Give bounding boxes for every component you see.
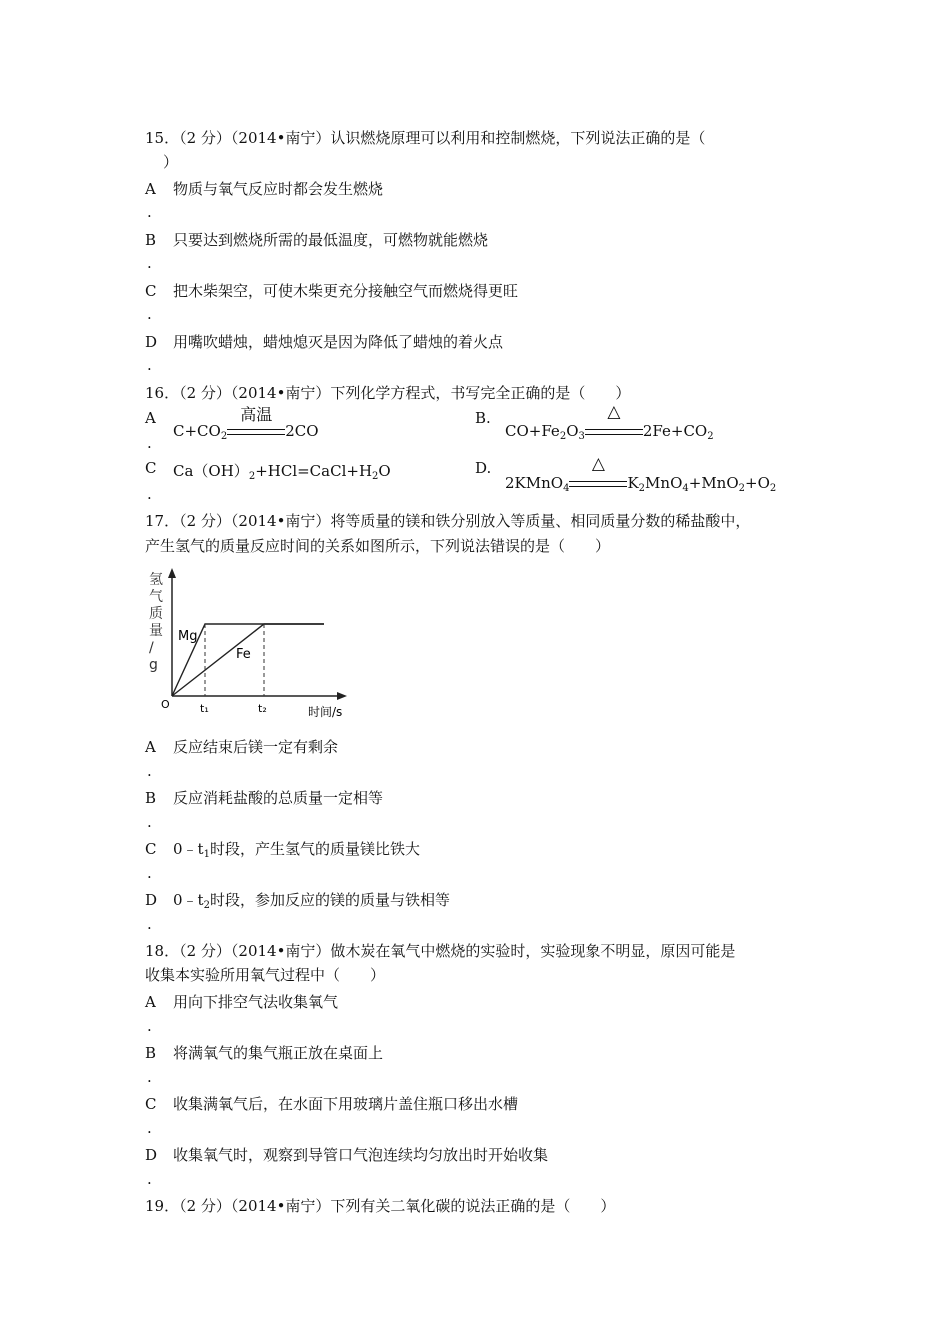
ylabel-char: 质 — [149, 606, 163, 622]
q19-stem: 19．（2 分）（2014•南宁）下列有关二氧化碳的说法正确的是（ ） — [145, 1197, 616, 1215]
option-letter: C — [145, 282, 157, 300]
q15-stem-line1: 15．（2 分）（2014•南宁）认识燃烧原理可以利用和控制燃烧，下列说法正确的是（ — [145, 129, 706, 147]
equation-products: +O — [745, 474, 770, 492]
option-letter: B — [145, 1044, 157, 1062]
equation-products: +HCl=CaCl+H — [255, 462, 373, 480]
q16-option-a-equation[interactable] — [173, 405, 319, 442]
equation-reactants: 2KMnO — [505, 474, 564, 492]
option-dot: . — [147, 254, 152, 272]
q17-option-c[interactable] — [145, 838, 420, 859]
q15-stem-line2: ） — [163, 153, 179, 171]
option-dot: . — [147, 203, 152, 221]
q16-option-b-letter[interactable]: B. — [475, 409, 491, 427]
option-dot: . — [147, 356, 152, 374]
q16-option-c-letter[interactable]: C — [145, 459, 157, 477]
option-dot: . — [147, 813, 152, 831]
ylabel-char: 氢 — [149, 572, 163, 588]
origin-label: O — [161, 698, 170, 711]
option-dot: . — [147, 1119, 152, 1137]
option-dot: . — [147, 434, 152, 452]
q15-option-d[interactable] — [145, 331, 503, 352]
option-letter: C — [145, 1095, 157, 1113]
reaction-condition-arrow — [569, 454, 627, 492]
subscript: 2 — [220, 431, 228, 442]
q16-option-a-letter[interactable]: A — [145, 409, 156, 427]
series-label-mg: Mg — [178, 629, 198, 644]
q18-option-d[interactable] — [145, 1144, 548, 1165]
heat-triangle-icon: △ — [591, 454, 605, 474]
q16-option-b-equation[interactable] — [505, 402, 714, 442]
subscript: 4 — [682, 483, 689, 494]
equation-reactants: O — [566, 422, 579, 440]
subscript: 3 — [578, 431, 585, 442]
option-dot: . — [147, 915, 152, 933]
q16-option-c-equation[interactable] — [173, 460, 391, 481]
q17-option-b[interactable] — [145, 787, 383, 808]
reaction-condition-arrow — [585, 402, 643, 440]
heat-triangle-icon: △ — [607, 402, 621, 422]
equation-products: 2Fe+CO — [642, 422, 708, 440]
option-letter: B — [145, 789, 157, 807]
option-letter: B — [145, 231, 157, 249]
equation-reactants: CO+Fe — [505, 422, 560, 440]
ylabel-char: 气 — [149, 589, 163, 605]
x-tick-t2: t₂ — [258, 702, 267, 715]
option-text: 只要达到燃烧所需的最低温度，可燃物就能燃烧 — [173, 231, 489, 249]
q15-option-c[interactable] — [145, 280, 518, 301]
q18-stem-line1: 18．（2 分）（2014•南宁）做木炭在氧气中燃烧的实验时，实验现象不明显，原因可能是 — [145, 942, 736, 960]
option-prefix: 0﹣t — [173, 840, 204, 858]
double-line-icon — [585, 429, 643, 435]
q16-option-d-equation[interactable] — [505, 454, 777, 494]
option-letter: A — [145, 738, 156, 756]
equation-products: 2CO — [285, 422, 319, 440]
option-dot: . — [147, 1068, 152, 1086]
subscript: 2 — [203, 900, 210, 911]
chart-ylabel — [149, 572, 163, 673]
x-tick-t1: t₁ — [200, 702, 209, 715]
option-text: 用嘴吹蜡烛，蜡烛熄灭是因为降低了蜡烛的着火点 — [173, 333, 504, 351]
q15-option-b[interactable] — [145, 229, 488, 250]
option-text: 时段，参加反应的镁的质量与铁相等 — [209, 891, 450, 909]
option-dot: . — [147, 1017, 152, 1035]
hydrogen-mass-time-chart — [140, 562, 360, 727]
subscript: 1 — [203, 849, 210, 860]
subscript: 2 — [738, 483, 746, 494]
option-text: 收集满氧气后，在水面下用玻璃片盖住瓶口移出水槽 — [173, 1095, 519, 1113]
q17-option-a[interactable] — [145, 736, 338, 757]
option-text: 物质与氧气反应时都会发生燃烧 — [173, 180, 384, 198]
option-letter: D — [145, 891, 158, 909]
option-text: 用向下排空气法收集氧气 — [173, 993, 339, 1011]
option-text: 收集氧气时，观察到导管口气泡连续均匀放出时开始收集 — [173, 1146, 549, 1164]
condition-label: 高温 — [240, 405, 273, 424]
ylabel-char: g — [149, 657, 158, 673]
option-text: 把木柴架空，可使木柴更充分接触空气而燃烧得更旺 — [173, 282, 519, 300]
option-letter: D — [145, 333, 158, 351]
equation-reactants: Ca（OH） — [173, 462, 249, 480]
equation-products: +MnO — [688, 474, 739, 492]
q18-option-b[interactable] — [145, 1042, 383, 1063]
q15-option-a[interactable] — [145, 178, 383, 199]
option-dot: . — [147, 762, 152, 780]
option-dot: . — [147, 485, 152, 503]
q17-stem-line1: 17．（2 分）（2014•南宁）将等质量的镁和铁分别放入等质量、相同质量分数的稀盐酸中， — [145, 512, 751, 530]
subscript: 2 — [707, 431, 714, 442]
q16-option-d-letter[interactable]: D. — [475, 459, 492, 477]
reaction-condition-arrow — [227, 405, 285, 440]
q18-option-a[interactable] — [145, 991, 338, 1012]
y-axis-arrow-icon — [168, 568, 176, 578]
option-prefix: 0﹣t — [173, 891, 204, 909]
subscript: 4 — [563, 483, 570, 494]
option-text: 将满氧气的集气瓶正放在桌面上 — [173, 1044, 384, 1062]
equation-products: MnO — [645, 474, 683, 492]
ylabel-char: 量 — [149, 623, 163, 639]
option-text: 时段，产生氢气的质量镁比铁大 — [209, 840, 420, 858]
series-label-fe: Fe — [236, 647, 251, 662]
option-dot: . — [147, 1170, 152, 1188]
option-text: 反应结束后镁一定有剩余 — [173, 738, 339, 756]
q18-option-c[interactable] — [145, 1093, 518, 1114]
equation-products: O — [378, 462, 391, 480]
subscript: 2 — [559, 431, 567, 442]
option-text: 反应消耗盐酸的总质量一定相等 — [173, 789, 384, 807]
double-line-icon — [569, 481, 627, 487]
option-letter: C — [145, 840, 157, 858]
ylabel-char: / — [149, 640, 154, 656]
option-letter: D — [145, 1146, 158, 1164]
chart-xlabel: 时间/s — [308, 705, 343, 719]
equation-products: K — [627, 474, 639, 492]
q18-stem-line2: 收集本实验所用氧气过程中（ ） — [145, 966, 386, 984]
x-axis-arrow-icon — [337, 692, 347, 700]
q17-stem-line2: 产生氢气的质量反应时间的关系如图所示，下列说法错误的是（ ） — [145, 537, 611, 555]
option-dot: . — [147, 864, 152, 882]
option-letter: A — [145, 993, 156, 1011]
subscript: 2 — [638, 483, 646, 494]
subscript: 2 — [372, 471, 379, 482]
q16-stem: 16．（2 分）（2014•南宁）下列化学方程式，书写完全正确的是（ ） — [145, 384, 631, 402]
q17-option-d[interactable] — [145, 889, 450, 910]
subscript: 2 — [248, 471, 256, 482]
subscript: 2 — [769, 483, 777, 494]
option-dot: . — [147, 305, 152, 323]
option-letter: A — [145, 180, 156, 198]
double-line-icon — [227, 429, 285, 435]
equation-reactants: C+CO — [173, 422, 221, 440]
